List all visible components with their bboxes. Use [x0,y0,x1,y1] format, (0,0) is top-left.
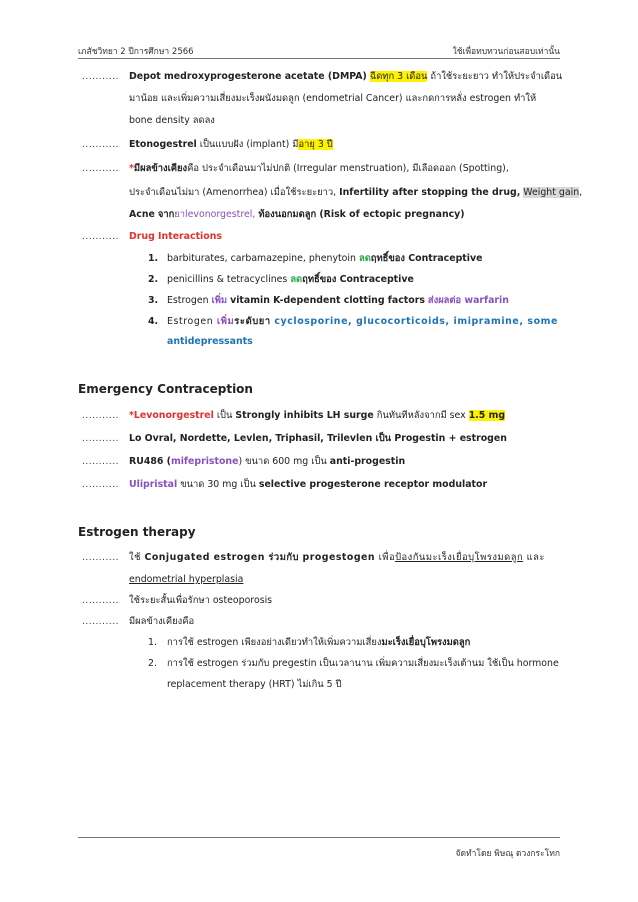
endometrial-cancer-risk: มะเร็งเยื่อบุโพรงมดลูก [381,637,471,648]
levonorgestrel-label: *Levonorgestrel [129,410,214,421]
p3-comma: , [579,187,583,198]
p3-heading: มีผลข้างเคียง [133,163,188,174]
bullet-dots: ........... [82,72,119,82]
p3-ectopic: ท้องนอกมดลูก (Risk of ectopic pregnancy) [258,209,465,220]
ulipristal-label: Ulipristal [129,479,178,490]
interaction-target: vitamin K-dependent clotting factors [230,295,425,306]
interaction-effect: เพิ่ม [216,316,235,327]
progestogen: progestogen [302,552,376,563]
emergency-dose-highlight: 1.5 mg [468,410,506,421]
estrogen-and: และ [526,552,545,563]
p1-dose-highlight: ฉีดทุก 3 เดือน [369,71,428,82]
section-title-emergency: Emergency Contraception [78,382,253,396]
interaction-item-1 [167,252,482,266]
estrogen-with: ร่วมกับ [268,552,299,563]
emergency-text4: ขนาด 30 mg เป็น [180,479,256,490]
interaction-target: ฤทธิ์ของ Contraceptive [370,253,483,264]
p3-from: จาก [157,209,175,220]
footer-divider [78,837,560,838]
p1-line1 [129,70,562,84]
bullet-dots: ........... [82,164,119,174]
interaction-drugs: Estrogen [167,295,209,306]
bullet-dots: ........... [82,434,119,444]
ru486-label: RU486 ( [129,456,171,467]
p2-drug: Etonogestrel [129,139,197,150]
bullet-dots: ........... [82,596,119,606]
interaction-item-4-cont: antidepressants [167,336,253,347]
interaction-item-3 [167,294,509,308]
p1-drug: Depot medroxyprogesterone acetate (DMPA) [129,71,367,82]
section-title-estrogen: Estrogen therapy [78,525,196,539]
emergency-mechanism: Strongly inhibits LH surge [235,410,374,421]
interaction-drugs: Estrogen [167,316,214,327]
interaction-number: 3. [148,295,159,306]
interaction-result: cyclosporine, glucocorticoids, imipramine, some [274,316,558,327]
p3-star: * [129,163,134,174]
endometrial-cancer-prevention: ป้องกันมะเร็งเยื่อบุโพรงมดลูก [395,552,524,563]
p3-levonorgestrel: ยาlevonorgestrel, [174,209,256,220]
interaction-target: ฤทธิ์ของ Contraceptive [302,274,414,285]
header-left-text: เภสัชวิทยา 2 ปีการศึกษา 2566 [78,47,194,57]
p3-infertility: Infertility after stopping the drug, [339,187,521,198]
emergency-text3: ) ขนาด 600 mg เป็น [238,456,327,467]
interaction-number: 4. [148,316,159,327]
bullet-dots: ........... [82,232,119,242]
estrogen-line3: มีผลข้างเคียงคือ [129,616,195,627]
p1-text: ถ้าใช้ระยะยาว ทำให้ประจำเดือน [430,71,563,82]
p3-acne: Acne [129,209,155,220]
conjugated-estrogen: Conjugated estrogen [144,552,265,563]
estrogen-for: เพื่อ [378,552,396,563]
emergency-text: เป็น [216,410,233,421]
emergency-line3 [129,455,405,469]
estrogen-text: ใช้ [129,552,141,563]
header-right-text: ใช้เพื่อทบทวนก่อนสอบเท่านั้น [452,47,560,57]
interaction-effect: เพิ่ม [211,295,228,306]
interaction-effect: ลด [290,274,303,285]
mifepristone-label: mifepristone [170,456,239,467]
emergency-line2: Lo Ovral, Nordette, Levlen, Triphasil, Trilevlen เป็น Progestin + estrogen [129,433,507,444]
emergency-line4 [129,478,487,492]
interaction-number: 1. [148,253,159,264]
p3-line3 [129,208,465,222]
p3-weight-gain: Weight gain [523,187,580,198]
estrogen-line2: ใช้ระยะสั้นเพื่อรักษา osteoporosis [129,595,273,606]
interaction-item-2 [167,273,414,287]
side-effect-2: การใช้ estrogen ร่วมกับ pregestin เป็นเวลานาน เพิ่มความเสี่ยงมะเร็งเต้านม ใช้เป็น hormone [167,658,559,669]
p3-line1 [129,162,509,176]
side-effect-number: 2. [148,658,157,669]
header-divider [78,58,560,59]
interaction-item-4 [167,315,558,329]
bullet-dots: ........... [82,457,119,467]
bullet-dots: ........... [82,617,119,627]
p1-line2: มาน้อย และเพิ่มความเสี่ยงมะเร็งผนังมดลูก (endometrial Cancer) และกดการหลั่ง estrogen ทำให้ [129,93,537,104]
side-effect-text: การใช้ estrogen เพียงอย่างเดียวทำให้เพิ่มความเสี่ยง [167,637,382,648]
bullet-dots: ........... [82,553,119,563]
interaction-drugs: barbiturates, carbamazepine, phenytoin [167,253,356,264]
emergency-text2: กินทันทีหลังจากมี sex [376,410,466,421]
interaction-result: ส่งผลต่อ warfarin [427,295,509,306]
side-effect-1 [167,636,470,650]
p3-text2: ประจำเดือนไม่มา (Amenorrhea) เมื่อใช้ระยะยาว, [129,187,337,198]
p3-text: คือ ประจำเดือนมาไม่ปกติ (Irregular menstruation), มีเลือดออก (Spotting), [187,163,509,174]
bullet-dots: ........... [82,480,119,490]
footer-author: จัดทำโดย พิษณุ ดวงกระโทก [455,849,560,859]
drug-interactions-title: Drug Interactions [129,231,222,242]
anti-progestin-label: anti-progestin [329,456,406,467]
estrogen-line1 [129,551,545,565]
interaction-number: 2. [148,274,159,285]
side-effect-number: 1. [148,637,157,648]
emergency-line1 [129,409,505,423]
interaction-target: ระดับยา [234,316,271,327]
side-effect-2-cont: replacement therapy (HRT) ไม่เกิน 5 ปี [167,679,342,690]
interaction-drugs: penicillins & tetracyclines [167,274,288,285]
bullet-dots: ........... [82,140,119,150]
sprm-label: selective progesterone receptor modulator [258,479,488,490]
bullet-dots: ........... [82,411,119,421]
p2-text: เป็นแบบฝัง (implant) มี [199,139,299,150]
p1-line3: bone density ลดลง [129,115,215,126]
p2-line [129,138,333,152]
p2-highlight: อายุ 3 ปี [298,139,333,150]
estrogen-line1-cont: endometrial hyperplasia [129,574,244,585]
p3-line2 [129,186,582,200]
interaction-effect: ลด [358,253,371,264]
